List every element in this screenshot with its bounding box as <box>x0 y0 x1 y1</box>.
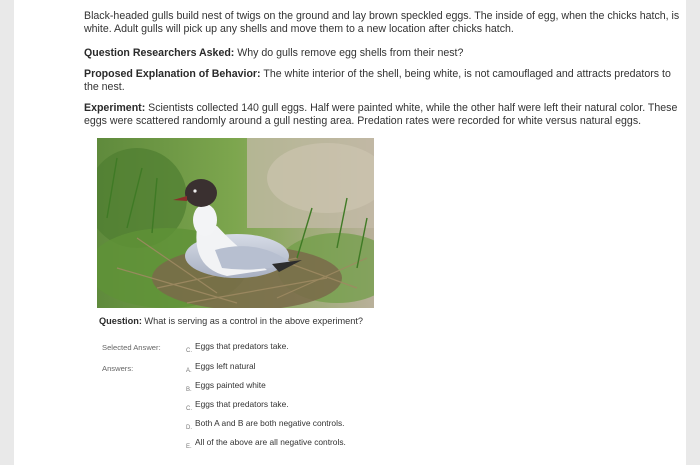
proposed-explanation-text: The white interior of the shell, being white, is not camouflaged and attracts predators to the nest. <box>84 68 671 93</box>
research-question <box>84 47 684 60</box>
selected-answer <box>186 341 289 354</box>
answer-text: Eggs that predators take. <box>195 399 289 409</box>
answer-text: All of the above are all negative controls. <box>195 437 346 447</box>
selected-answer-text: Eggs that predators take. <box>195 341 289 351</box>
experiment-text: Scientists collected 140 gull eggs. Half were painted white, while the other half were left their natural color. These eggs were scattered randomly around a gull nesting area. Predation rates were recorded for white versus natural eggs. <box>84 102 678 127</box>
quiz-question <box>99 316 363 326</box>
assignment-page <box>14 0 686 465</box>
experiment-description <box>84 102 684 128</box>
answer-option <box>186 418 344 431</box>
research-question-label: Question Researchers Asked: <box>84 47 235 59</box>
answer-letter: A. <box>186 368 192 374</box>
selected-answer-letter: C. <box>186 348 192 354</box>
intro-paragraph: Black-headed gulls build nest of twigs on the ground and lay brown speckled eggs. The inside of egg, when the chicks hatch, is white. Adult gulls will pick up any shells and move them to a new location after chicks hatch. <box>84 10 680 35</box>
gull-nest-photo <box>97 138 374 308</box>
quiz-question-label: Question: <box>99 316 142 326</box>
answer-text: Eggs left natural <box>195 361 256 371</box>
answer-option <box>186 437 346 450</box>
answer-text: Both A and B are both negative controls. <box>195 418 345 428</box>
research-question-text: Why do gulls remove egg shells from their nest? <box>234 47 464 59</box>
experiment-label: Experiment: <box>84 102 146 114</box>
answer-text: Eggs painted white <box>195 380 266 390</box>
answer-letter: C. <box>186 406 192 412</box>
quiz-question-text: What is serving as a control in the above experiment? <box>141 316 363 326</box>
answer-letter: D. <box>186 425 192 431</box>
answer-option <box>186 361 256 374</box>
answer-option <box>186 380 266 393</box>
answer-letter: E. <box>186 444 192 450</box>
proposed-explanation-label: Proposed Explanation of Behavior: <box>84 68 261 80</box>
selected-answer-label: Selected Answer: <box>102 343 161 352</box>
answer-letter: B. <box>186 387 192 393</box>
answers-label: Answers: <box>102 364 134 373</box>
proposed-explanation <box>84 68 684 94</box>
answer-option <box>186 399 289 412</box>
